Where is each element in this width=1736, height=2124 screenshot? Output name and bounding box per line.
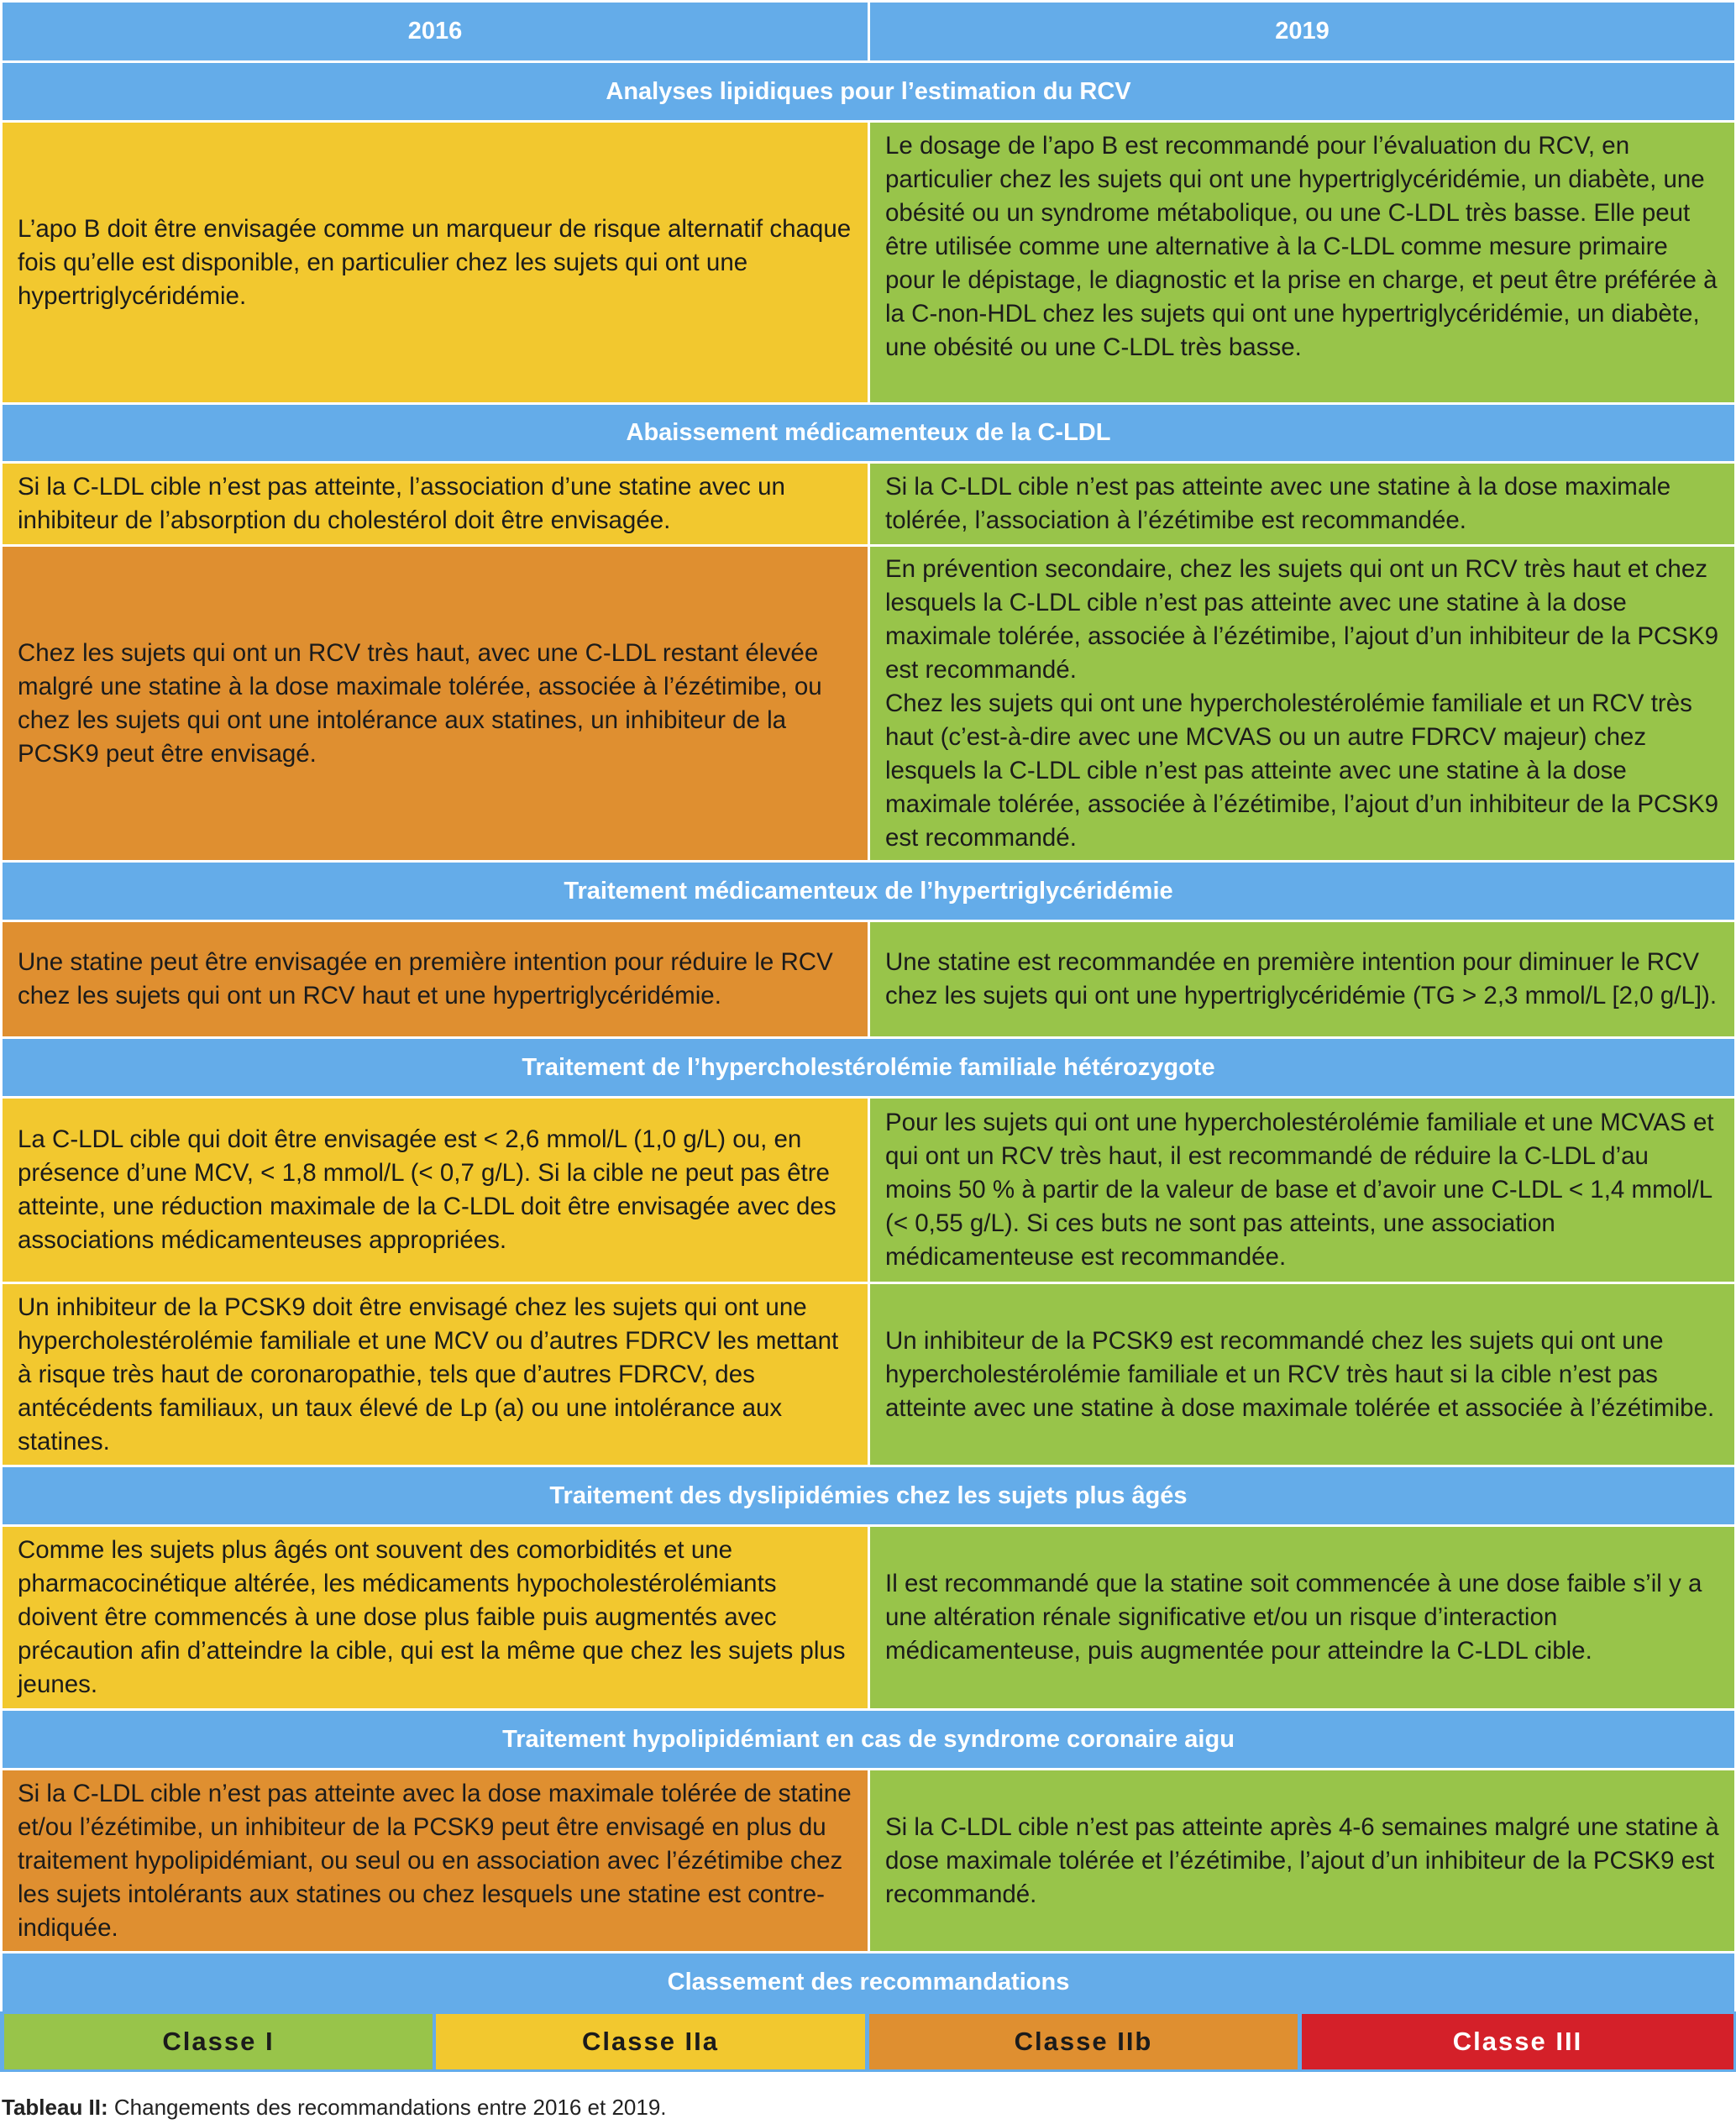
cell-2019-acs: Si la C-LDL cible n’est pas atteinte après 4-6 semaines malgré une statine à dose maximale tolérée et l’ézétimibe, l’ajout d’un inhibiteur de la PCSK9 est recommandé. [870, 1770, 1734, 1951]
column-header-2019: 2019 [870, 3, 1734, 60]
cell-2016-pcsk9-fh: Un inhibiteur de la PCSK9 doit être envisagé chez les sujets qui ont une hypercholestérolémie familiale et une MCV ou d’autres FDRCV les mettant à risque très haut de coronaropathie, tels que d’autres FDRCV, des antécédents familiaux, un taux élevé de Lp (a) ou une intolérance aux statines. [3, 1284, 868, 1465]
cell-2016-elderly: Comme les sujets plus âgés ont souvent des comorbidités et une pharmacocinétique altérée, les médicaments hypocholestérolémiants doivent être commencés à une dose plus faible puis augmentés avec précaution afin d’atteindre la cible, qui est la même que chez les sujets plus jeunes. [3, 1527, 868, 1708]
legend-classe-iii: Classe III [1302, 2014, 1733, 2069]
section-title-hypertriglyceridemia: Traitement médicamenteux de l’hypertriglycéridémie [3, 863, 1734, 920]
cell-2019-pcsk9-fh: Un inhibiteur de la PCSK9 est recommandé chez les sujets qui ont une hypercholestérolémie familiale et un RCV très haut si la cible n’est pas atteinte avec une statine à dose maximale tolérée et associée à l’ézétimibe. [870, 1284, 1734, 1465]
cell-2019-ldl-target: Pour les sujets qui ont une hypercholestérolémie familiale et une MCVAS et qui ont un RCV très haut, il est recommandé de réduire la C-LDL d’au moins 50 % à partir de la valeur de base et d’avoir une C-LDL < 1,4 mmol/L (< 0,55 g/L). Si ces buts ne sont pas atteints, une association médicamenteuse est recommandée. [870, 1099, 1734, 1282]
cell-2016-acs: Si la C-LDL cible n’est pas atteinte avec la dose maximale tolérée de statine et/ou l’ézétimibe, un inhibiteur de la PCSK9 peut être envisagé en plus du traitement hypolipidémiant, ou seul ou en association avec l’ézétimibe chez les sujets intolérants aux statines ou chez lesquels une statine est contre-indiquée. [3, 1770, 868, 1951]
section-title-acs: Traitement hypolipidémiant en cas de syndrome coronaire aigu [3, 1711, 1734, 1768]
column-header-2016: 2016 [3, 3, 868, 60]
cell-2016-ldl-target: La C-LDL cible qui doit être envisagée est < 2,6 mmol/L (1,0 g/L) ou, en présence d’une MCV, < 1,8 mmol/L (< 0,7 g/L). Si la cible ne peut pas être atteinte, une réduction maximale de la C-LDL doit être envisagée avec des associations médicamenteuses appropriées. [3, 1099, 868, 1282]
caption-label: Tableau II: [2, 2095, 108, 2120]
legend-classe-i: Classe I [4, 2014, 433, 2069]
legend-title: Classement des recommandations [3, 1954, 1734, 2011]
legend-classe-iib: Classe IIb [869, 2014, 1298, 2069]
cell-2016-statin-association: Si la C-LDL cible n’est pas atteinte, l’association d’une statine avec un inhibiteur de l’absorption du cholestérol doit être envisagée. [3, 464, 868, 544]
section-title-familial-hypercholesterolemia: Traitement de l’hypercholestérolémie familiale hétérozygote [3, 1039, 1734, 1096]
cell-2016-pcsk9: Chez les sujets qui ont un RCV très haut, avec une C-LDL restant élevée malgré une statine à la dose maximale tolérée, associée à l’ézétimibe, ou chez les sujets qui ont une intolérance aux statines, un inhibiteur de la PCSK9 peut être envisagé. [3, 547, 868, 860]
table-caption [2, 2095, 1177, 2123]
cell-2016-apob: L’apo B doit être envisagée comme un marqueur de risque alternatif chaque fois qu’elle est disponible, en particulier chez les sujets qui ont une hypertriglycéridémie. [3, 123, 868, 402]
section-title-lipid-analysis: Analyses lipidiques pour l’estimation du RCV [3, 63, 1734, 120]
caption-text: Changements des recommandations entre 2016 et 2019. [108, 2095, 667, 2120]
cell-2019-apob: Le dosage de l’apo B est recommandé pour l’évaluation du RCV, en particulier chez les sujets qui ont une hypertriglycéridémie, un diabète, une obésité ou un syndrome métabolique, ou une C-LDL très basse. Elle peut être utilisée comme une alternative à la C-LDL comme mesure primaire pour le dépistage, le diagnostic et la prise en charge, et peut être préférée à la C-non-HDL chez les sujets qui ont une hypertriglycéridémie, un diabète, une obésité ou une C-LDL très basse. [870, 123, 1734, 402]
legend-classe-iia: Classe IIa [436, 2014, 865, 2069]
section-title-ldl-lowering: Abaissement médicamenteux de la C-LDL [3, 405, 1734, 461]
cell-2016-statin-tg: Une statine peut être envisagée en première intention pour réduire le RCV chez les sujets qui ont un RCV haut et une hypertriglycéridémie. [3, 922, 868, 1036]
cell-2019-statin-tg: Une statine est recommandée en première intention pour diminuer le RCV chez les sujets qui ont une hypertriglycéridémie (TG > 2,3 mmol/L [2,0 g/L]). [870, 922, 1734, 1036]
cell-2019-elderly: Il est recommandé que la statine soit commencée à une dose faible s’il y a une altération rénale significative et/ou un risque d’interaction médicamenteuse, puis augmentée pour atteindre la C-LDL cible. [870, 1527, 1734, 1708]
cell-2019-pcsk9: En prévention secondaire, chez les sujets qui ont un RCV très haut et chez lesquels la C-LDL cible n’est pas atteinte avec une statine à la dose maximale tolérée, associée à l’ézétimibe, l’ajout d’un inhibiteur de la PCSK9 est recommandé. Chez les sujets qui ont une hypercholestérolémie familiale et un RCV très haut (c’est-à-dire avec une MCVAS ou un autre FDRCV majeur) chez lesquels la C-LDL cible n’est pas atteinte avec une statine à la dose maximale tolérée, associée à l’ézétimibe, l’ajout d’un inhibiteur de la PCSK9 est recommandé. [870, 547, 1734, 860]
section-title-elderly: Traitement des dyslipidémies chez les sujets plus âgés [3, 1467, 1734, 1524]
cell-2019-statin-association: Si la C-LDL cible n’est pas atteinte avec une statine à la dose maximale tolérée, l’association à l’ézétimibe est recommandée. [870, 464, 1734, 544]
